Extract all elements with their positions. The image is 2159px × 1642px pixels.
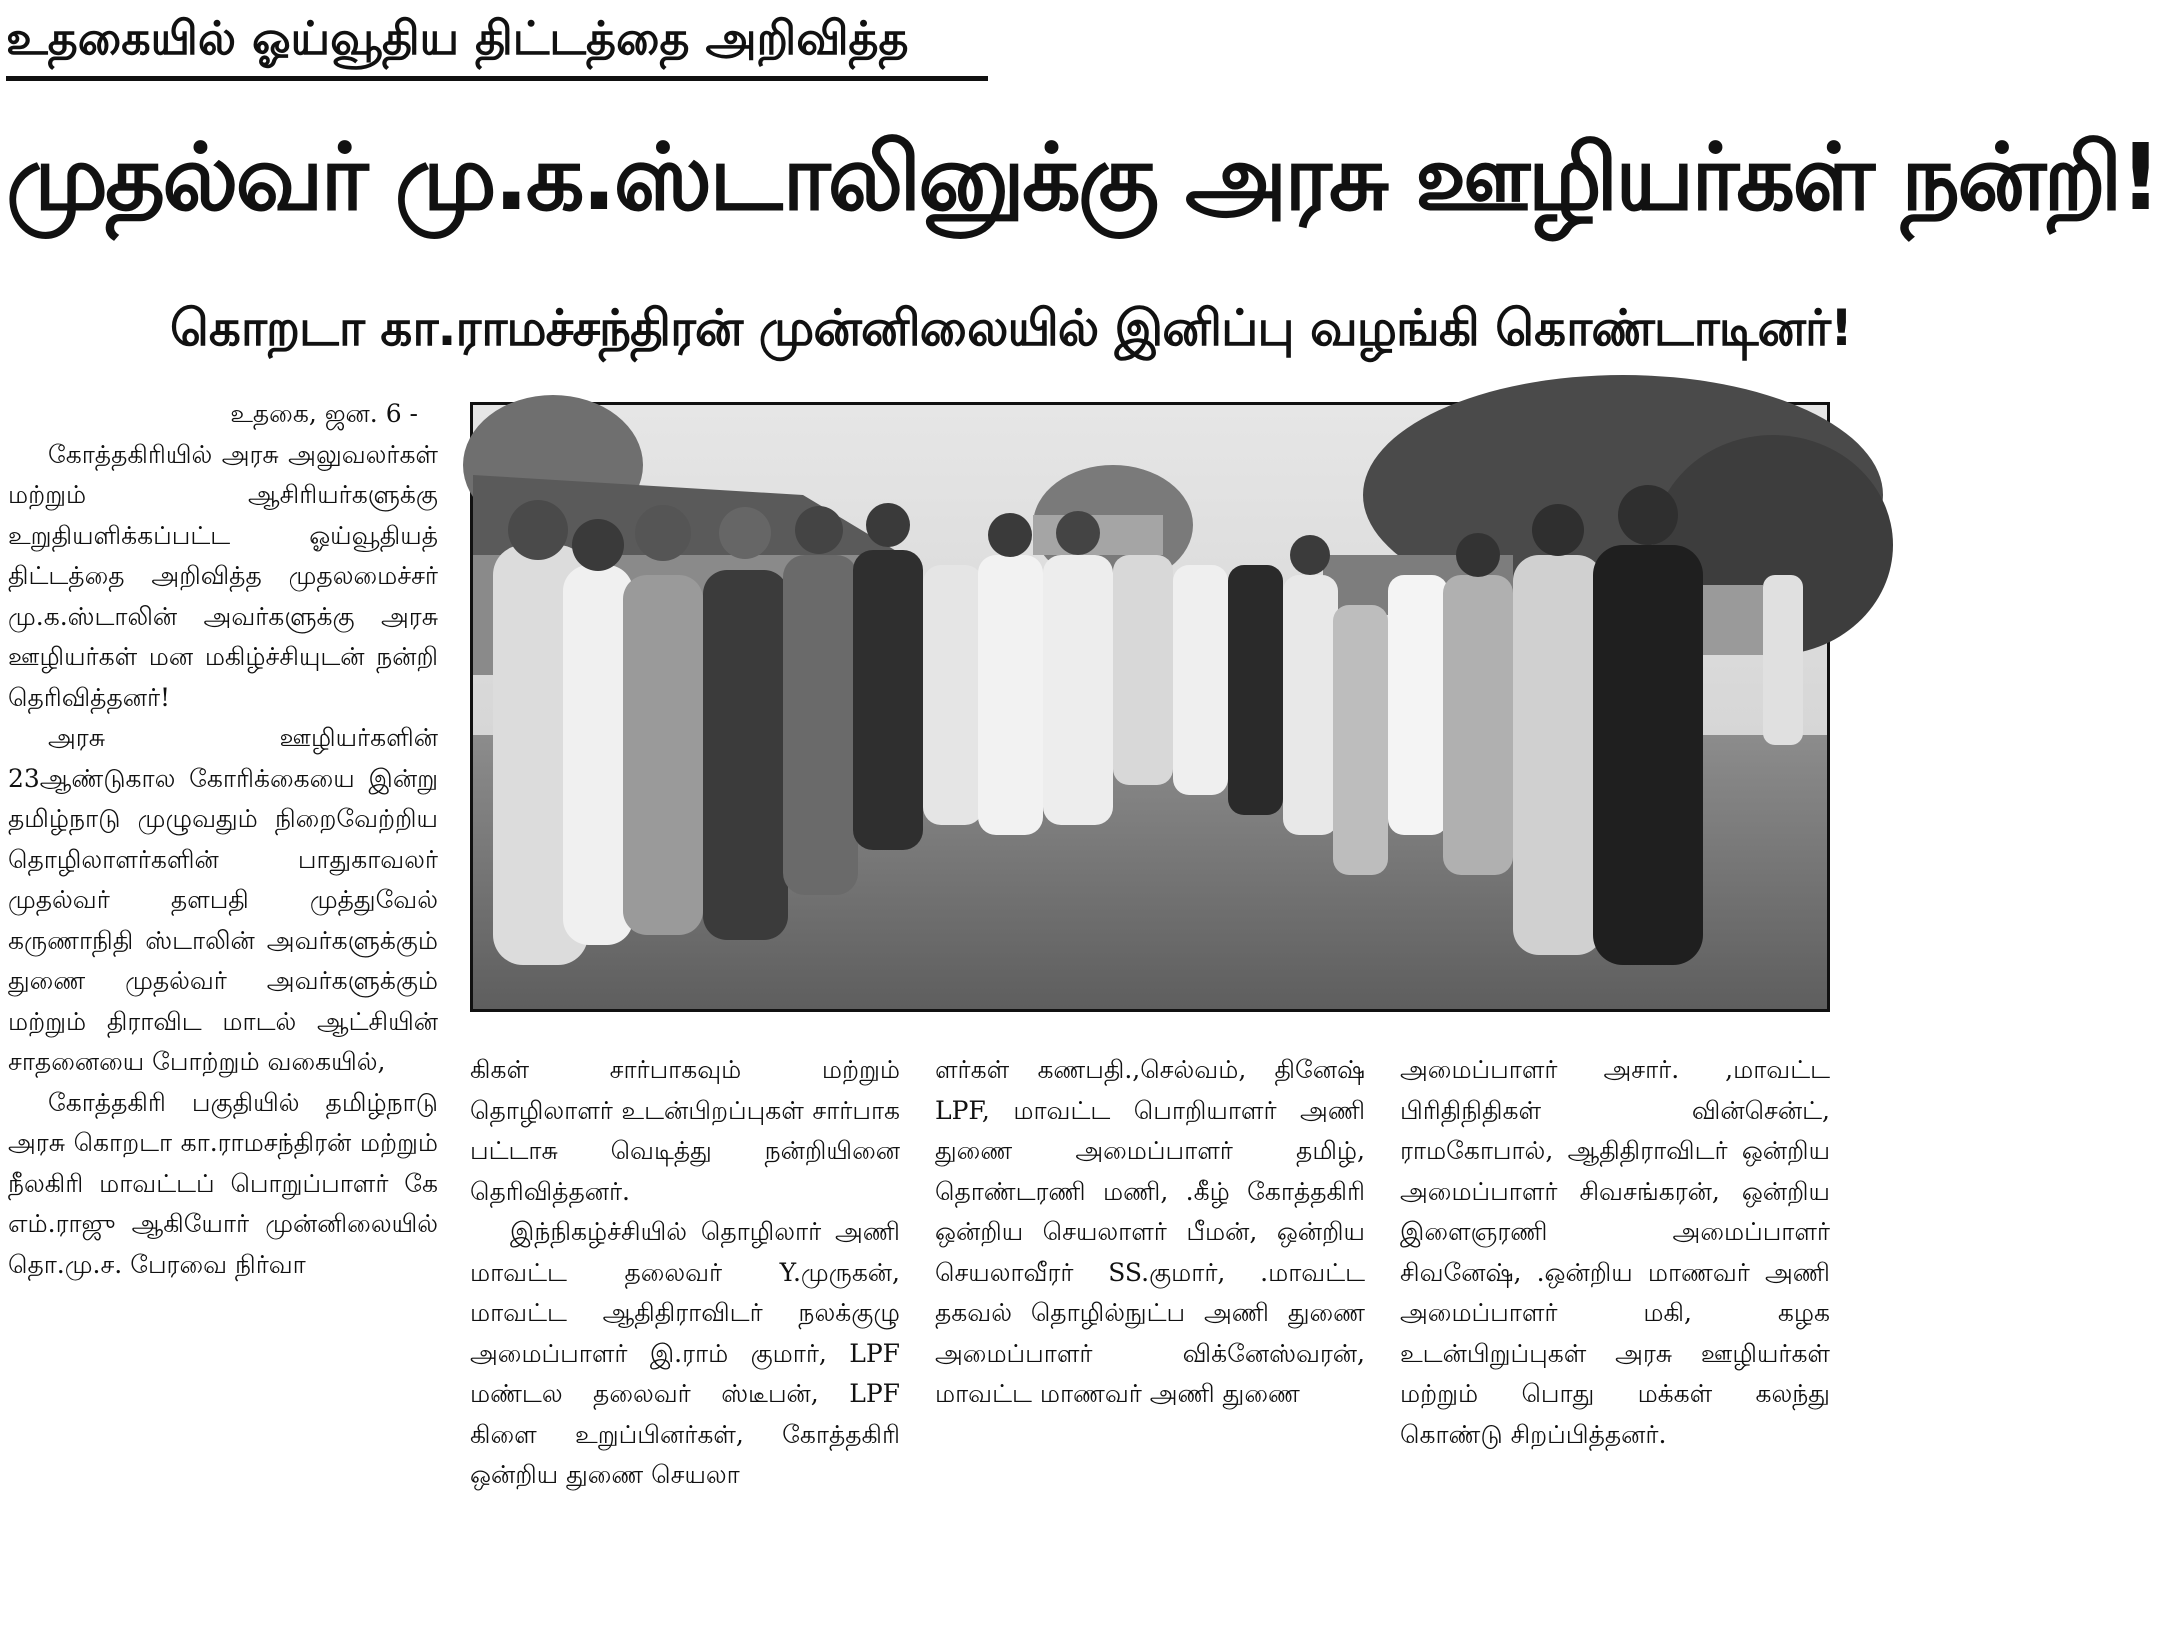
article-column-2: [470, 1050, 900, 1636]
kicker-headline: உதகையில் ஓய்வூதிய திட்டத்தை அறிவித்த: [6, 11, 909, 65]
kicker-underline: [6, 76, 988, 81]
main-headline: முதல்வர் மு.க.ஸ்டாலினுக்கு அரசு ஊழியர்கள் நன்றி!: [6, 124, 2159, 231]
article-paragraph: இந்நிகழ்ச்சியில் தொழிலார் அணி மாவட்ட தலைவர் Y.முருகன், மாவட்ட ஆதிதிராவிடர் நலக்குழு அமைப்பாளர் இ.ராம் குமார், LPF மண்டல தலைவர் ஸ்டீபன், LPF கிளை உறுப்பினர்கள், கோத்தகிரி ஒன்றிய துணை செயலா: [470, 1217, 900, 1489]
photo-illustration: [473, 405, 1827, 1009]
article-paragraph: ளர்கள் கணபதி.,செல்வம், தினேஷ் LPF, மாவட்ட பொறியாளர் அணி துணை அமைப்பாளர் தமிழ், தொண்டரணி மணி, .கீழ் கோத்தகிரி ஒன்றிய செயலாளர் பீமன், ஒன்றிய செயலாவீரர் SS.குமார், .மாவட்ட தகவல் தொழில்நுட்ப அணி துணை அமைப்பாளர் விக்னேஸ்வரன், மாவட்ட மாணவர் அணி துணை: [935, 1055, 1365, 1408]
sub-headline: கொறடா கா.ராமச்சந்திரன் முன்னிலையில் இனிப்பு வழங்கி கொண்டாடினர்!: [170, 299, 1852, 357]
article-column-3: [935, 1050, 1365, 1636]
article-column-4: [1400, 1050, 1830, 1636]
article-column-1: [8, 394, 438, 1634]
article-paragraph: கோத்தகிரியில் அரசு அலுவலர்கள் மற்றும் ஆசிரியர்களுக்கு உறுதியளிக்கப்பட்ட ஓய்வூதியத் திட்டத்தை அறிவித்த முதலமைச்சர் மு.க.ஸ்டாலின் அவர்களுக்கு அரசு ஊழியர்கள் மன மகிழ்ச்சியுடன் நன்றி தெரிவித்தனர்!: [8, 439, 438, 712]
news-photo: [470, 402, 1830, 1012]
article-paragraph: கிகள் சார்பாகவும் மற்றும் தொழிலாளர் உடன்பிறப்புகள் சார்பாக பட்டாசு வெடித்து நன்றியினை தெரிவித்தனர்.: [470, 1055, 900, 1206]
article-paragraph: கோத்தகிரி பகுதியில் தமிழ்நாடு அரசு கொறடா கா.ராமசந்திரன் மற்றும் நீலகிரி மாவட்டப் பொறுப்பாளர் கே எம்.ராஜு ஆகியோர் முன்னிலையில் தொ.மு.ச. பேரவை நிர்வா: [8, 1087, 438, 1279]
article-dateline: உதகை, ஜன. 6 -: [230, 399, 418, 428]
article-paragraph: அமைப்பாளர் அசார். ,மாவட்ட பிரிதிநிதிகள் வின்சென்ட், ராமகோபால், ஆதிதிராவிடர் ஒன்றிய அமைப்பாளர் சிவசங்கரன், ஒன்றிய இளைஞரணி அமைப்பாளர் சிவனேஷ், .ஒன்றிய மாணவர் அணி அமைப்பாளர் மகி, கழக உடன்பிறுப்புகள் அரசு ஊழியர்கள் மற்றும் பொது மக்கள் கலந்து கொண்டு சிறப்பித்தனர்.: [1400, 1055, 1830, 1449]
article-paragraph: அரசு ஊழியர்களின் 23ஆண்டுகால கோரிக்கையை இன்று தமிழ்நாடு முழுவதும் நிறைவேற்றிய தொழிலாளர்களின் பாதுகாவலர் முதல்வர் தளபதி முத்துவேல் கருணாநிதி ஸ்டாலின் அவர்களுக்கும் துணை முதல்வர் அவர்களுக்கும் மற்றும் திராவிட மாடல் ஆட்சியின் சாதனையை போற்றும் வகையில்,: [8, 723, 438, 1076]
